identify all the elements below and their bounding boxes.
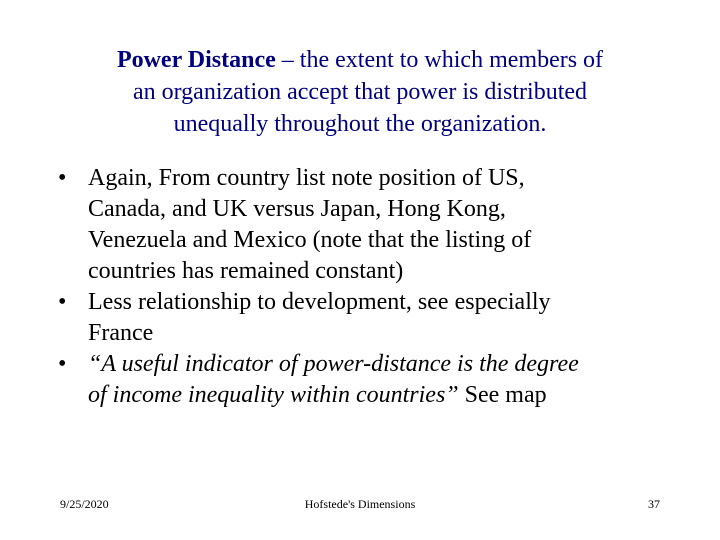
- bullet-item-country-list: [58, 163, 698, 287]
- slide-title: [40, 44, 680, 140]
- bullet-list: [58, 163, 698, 411]
- footer-page-number: 37: [648, 497, 660, 511]
- bullet-text-line: Canada, and UK versus Japan, Hong Kong,: [88, 196, 506, 222]
- quote-line-1: “A useful indicator of power-distance is the degree: [88, 351, 579, 377]
- bullet-text-line: France: [88, 320, 154, 346]
- bullet-text-line: Venezuela and Mexico (note that the listing of: [88, 227, 532, 253]
- bullet-text-line: Again, From country list note position of US,: [88, 165, 525, 191]
- footer-title: Hofstede's Dimensions: [304, 497, 416, 511]
- title-line2: an organization accept that power is distributed: [132, 79, 588, 105]
- see-map-text: See map: [458, 382, 547, 408]
- title-term: Power Distance: [116, 47, 276, 73]
- bullet-marker: •: [58, 165, 67, 191]
- bullet-text-line: Less relationship to development, see especially: [88, 289, 551, 315]
- title-line3: unequally throughout the organization.: [173, 111, 547, 137]
- quote-line-2: of income inequality within countries”: [88, 382, 459, 408]
- title-line1-rest: – the extent to which members of: [275, 47, 604, 73]
- footer-date: 9/25/2020: [60, 497, 109, 511]
- bullet-item-development: [58, 287, 698, 349]
- bullet-item-income-inequality: [58, 349, 698, 411]
- bullet-text-line: countries has remained constant): [88, 258, 404, 284]
- bullet-marker: •: [58, 289, 67, 315]
- bullet-marker: •: [58, 351, 67, 377]
